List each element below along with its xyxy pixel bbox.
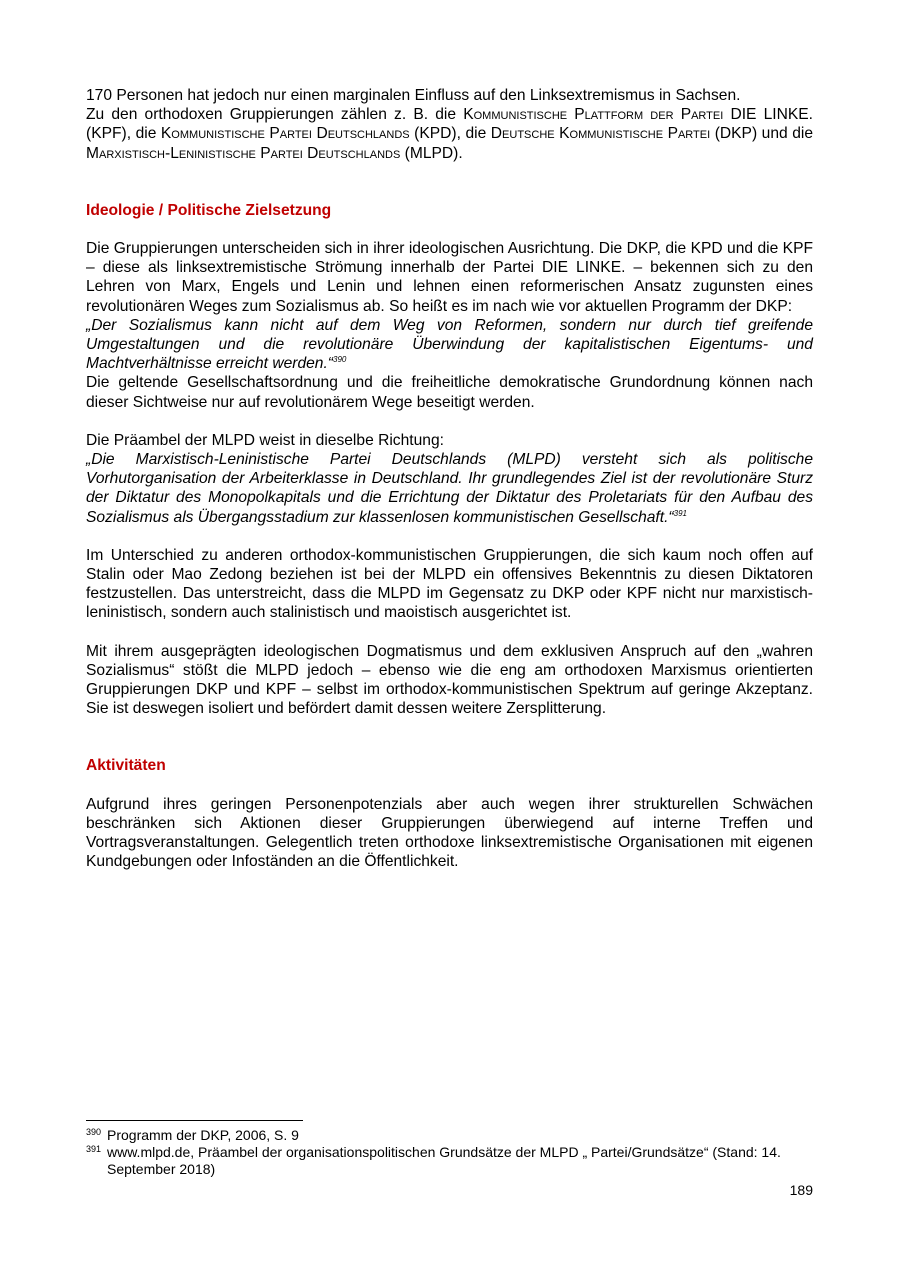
ideology-paragraph-5: Mit ihrem ausgeprägten ideologischen Dogmatismus und dem exklusiven Anspruch auf den „wahren Sozialismus“ stößt die MLPD jedoch – ebenso wie die eng am orthodoxen Marxismus orientierten Gruppierungen DKP und KPF – selbst im orthodox-kommunistischen Spektrum auf geringe Akzeptanz. Sie ist deswegen isoliert und befördert damit dessen weitere Zersplitterung. (86, 642, 813, 718)
footnotes (86, 1120, 813, 1178)
intro-groups-paragraph (86, 105, 813, 163)
intro-text-e: (MLPD). (400, 144, 463, 162)
ideology-heading: Ideologie / Politische Zielsetzung (86, 201, 332, 219)
footnote-number: 391 (86, 1144, 102, 1154)
dkp-name: Deutsche Kommunistische Partei (490, 125, 711, 143)
mlpd-quote (86, 450, 813, 527)
ideology-paragraph-4: Im Unterschied zu anderen orthodox-kommunistischen Gruppierungen, die sich kaum noch offen auf Stalin oder Mao Zedong beziehen ist bei der MLPD ein offensives Bekenntnis zu diesen Diktatoren festzustellen. Das unterstreicht, dass die MLPD im Gegensatz zu DKP oder KPF nicht nur marxistisch-leninistisch, sondern auch stalinistisch und maoistisch ausgerichtet ist. (86, 546, 813, 622)
footnote-text: www.mlpd.de, Präambel der organisationspolitischen Grundsätze der MLPD „ Partei/Grundsätze“ (Stand: 14. September 2018) (107, 1144, 781, 1177)
footnote-390 (86, 1127, 813, 1144)
ideology-paragraph-3: Die Präambel der MLPD weist in dieselbe Richtung: (86, 431, 444, 449)
footnote-text: Programm der DKP, 2006, S. 9 (107, 1127, 299, 1143)
intro-text-c: (KPD), die (409, 125, 491, 143)
footnote-ref-391[interactable]: 391 (673, 508, 687, 518)
footnote-divider (86, 1120, 303, 1121)
intro-line: 170 Personen hat jedoch nur einen marginalen Einfluss auf den Linksextremismus in Sachsen. (86, 87, 741, 104)
kpd-name: Kommunistische Partei Deutschlands (160, 125, 410, 143)
footnote-391 (86, 1144, 813, 1178)
mlpd-quote-text: „Die Marxistisch-Leninistische Partei Deutschlands (MLPD) versteht sich als politische Vorhutorganisation der Arbeiterklasse in Deutschland. Ihr grundlegendes Ziel ist der revolutionäre Sturz der Diktatur des Monopolkapitals und die Errichtung der Diktatur des Proletariats für den Aufbau des Sozialismus als Übergangsstadium zur klassenlosen kommunistischen Gesellschaft.“ (86, 451, 813, 526)
footnote-ref-390[interactable]: 390 (333, 355, 347, 365)
activities-heading: Aktivitäten (86, 757, 166, 775)
ideology-paragraph-1: Die Gruppierungen unterscheiden sich in ihrer ideologischen Ausrichtung. Die DKP, die KPD und die KPF – diese als linksextremistische Strömung innerhalb der Partei DIE LINKE. – bekennen sich zu den Lehren von Marx, Engels und Lenin und lehnen einen reformerischen Ansatz zugunsten eines revolutionären Weges zum Sozialismus ab. So heißt es im nach wie vor aktuellen Programm der DKP: (86, 240, 813, 315)
page-number: 189 (789, 1182, 813, 1198)
dkp-quote-text: „Der Sozialismus kann nicht auf dem Weg von Reformen, sondern nur durch tief greifende Umgestaltungen und die revolutionäre Überwindung der kapitalistischen Eigentums- und Machtverhältnisse erreicht werden.“ (86, 316, 813, 373)
activities-paragraph: Aufgrund ihres geringen Personenpotenzials aber auch wegen ihrer strukturellen Schwächen beschränken sich Aktionen dieser Gruppierungen überwiegend auf interne Treffen und Vortragsveranstaltungen. Gelegentlich treten orthodoxe linksextremistische Organisationen mit eigenen Kundgebungen oder Infoständen an die Öffentlichkeit. (86, 795, 813, 871)
intro-text-b: DIE LINKE. (KPF), die (86, 106, 814, 143)
page-body (86, 86, 813, 872)
intro-text-a: Zu den orthodoxen Gruppierungen zählen z. B. die (86, 106, 464, 124)
kpf-name: Kommunistische Plattform der Partei (463, 106, 724, 124)
ideology-paragraph-2: Die geltende Gesellschaftsordnung und die freiheitliche demokratische Grundordnung können nach dieser Sichtweise nur auf revolutionärem Wege beseitigt werden. (86, 374, 813, 411)
mlpd-name: Marxistisch-Leninistische Partei Deutschlands (86, 144, 401, 162)
dkp-quote (86, 316, 813, 374)
footnote-number: 390 (86, 1127, 102, 1137)
intro-text-d: (DKP) und die (710, 125, 814, 143)
